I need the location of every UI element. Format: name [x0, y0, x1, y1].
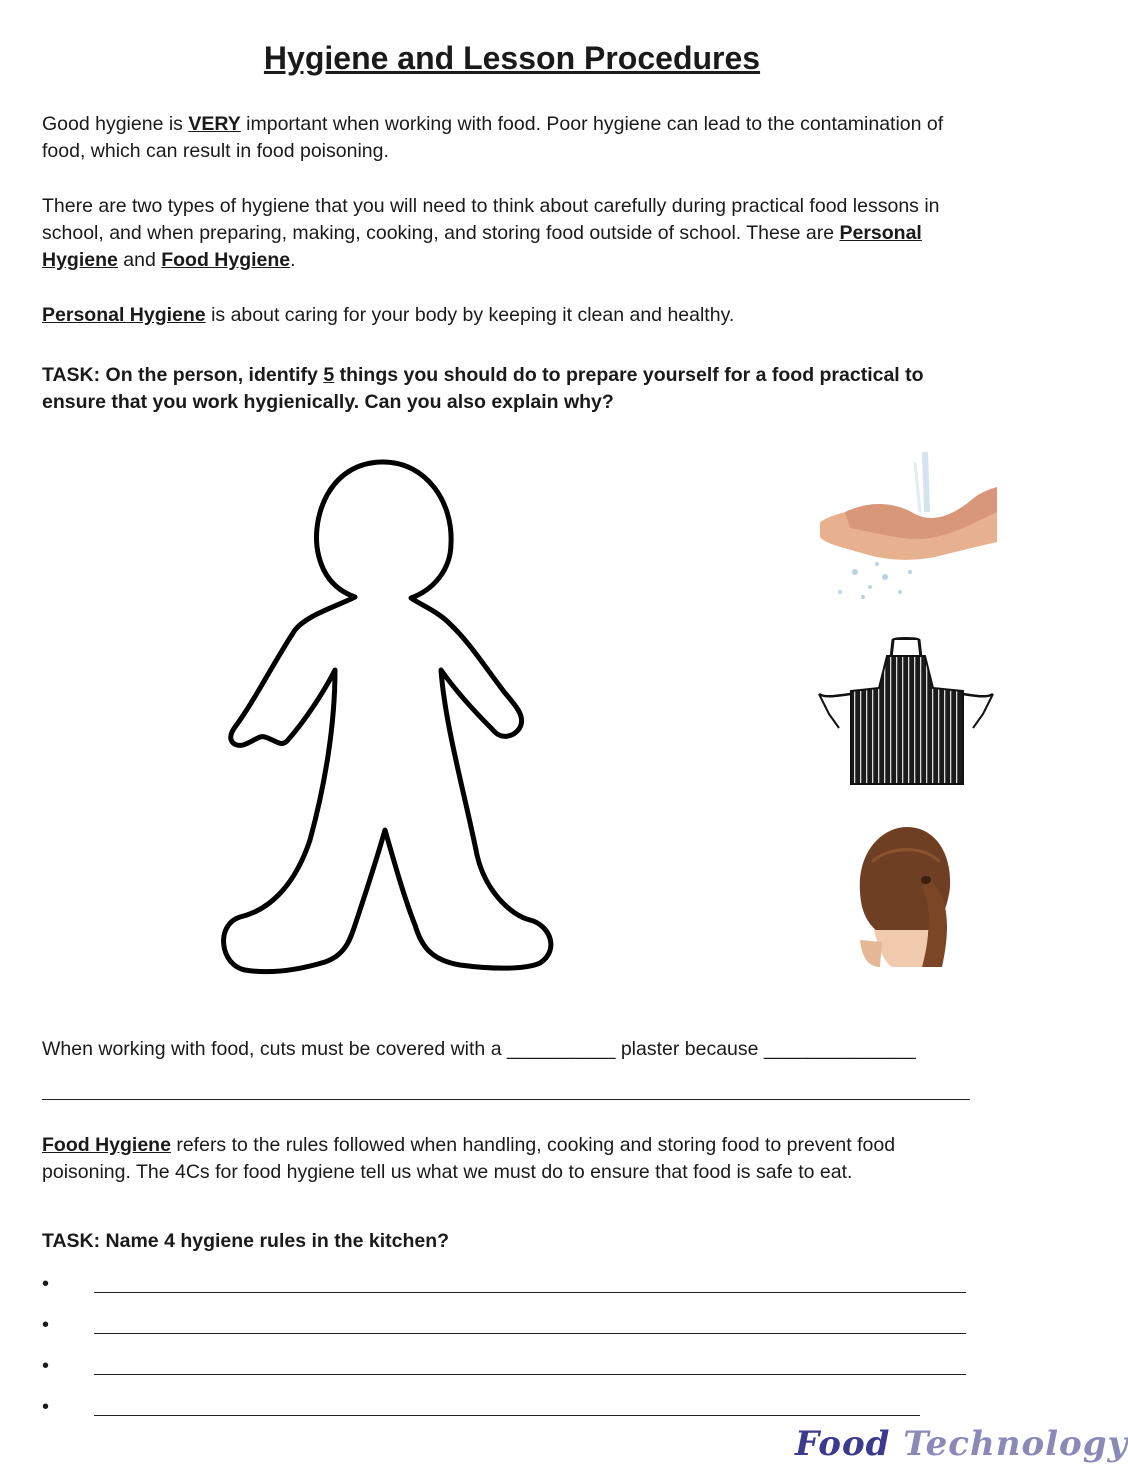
answer-line-4[interactable] — [94, 1415, 920, 1416]
task-1-instructions: TASK: On the person, identify 5 things you should do to prepare yourself for a food practical to ensure that you work hygienically. Can you also explain why? — [42, 364, 924, 413]
cuts-sentence: When working with food, cuts must be covered with a __________ plaster because ______________ — [42, 1038, 916, 1060]
hair-image — [852, 822, 958, 967]
personal-hygiene-paragraph: Personal Hygiene is about caring for your body by keeping it clean and healthy. — [42, 304, 735, 326]
hand-washing-icon — [815, 452, 997, 602]
page-title: Hygiene and Lesson Procedures — [263, 40, 761, 76]
tied-back-hair-icon — [852, 822, 958, 967]
apron-image — [815, 636, 995, 784]
answer-bullet-4 — [42, 1395, 972, 1419]
answer-line-3[interactable] — [94, 1374, 966, 1375]
bullet-marker: • — [42, 1355, 50, 1377]
cuts-answer-line[interactable] — [42, 1099, 970, 1100]
food-technology-logo: Food Technology — [795, 1424, 1128, 1464]
bullet-marker: • — [42, 1314, 50, 1336]
personal-hygiene-term: Personal Hygiene — [42, 222, 922, 271]
answer-line-2[interactable] — [94, 1333, 966, 1334]
bullet-marker: • — [42, 1273, 50, 1295]
answer-bullet-3 — [42, 1354, 972, 1378]
very-emphasis: VERY — [188, 113, 241, 135]
food-hygiene-term: Food Hygiene — [161, 249, 291, 271]
intro-paragraph-1: Good hygiene is VERY important when working with food. Poor hygiene can lead to the contamination of food, which can result in food poisoning. — [42, 113, 944, 162]
task-2-instructions: TASK: Name 4 hygiene rules in the kitchen? — [42, 1230, 450, 1252]
answer-bullet-1 — [42, 1272, 972, 1296]
answer-line-1[interactable] — [94, 1292, 966, 1293]
intro-paragraph-2: There are two types of hygiene that you will need to think about carefully during practical food lessons in school, and when preparing, making, cooking, and storing food outside of school. These are Personal Hygiene and Food Hygiene. — [42, 195, 940, 271]
apron-icon — [815, 636, 995, 784]
person-outline-figure[interactable] — [215, 455, 560, 980]
bullet-marker: • — [42, 1396, 50, 1418]
answer-bullet-2 — [42, 1313, 972, 1337]
food-hygiene-paragraph: Food Hygiene refers to the rules followed when handling, cooking and storing food to prevent food poisoning. The 4Cs for food hygiene tell us what we must do to ensure that food is safe to eat. — [42, 1134, 896, 1183]
hand-washing-image — [815, 452, 997, 602]
